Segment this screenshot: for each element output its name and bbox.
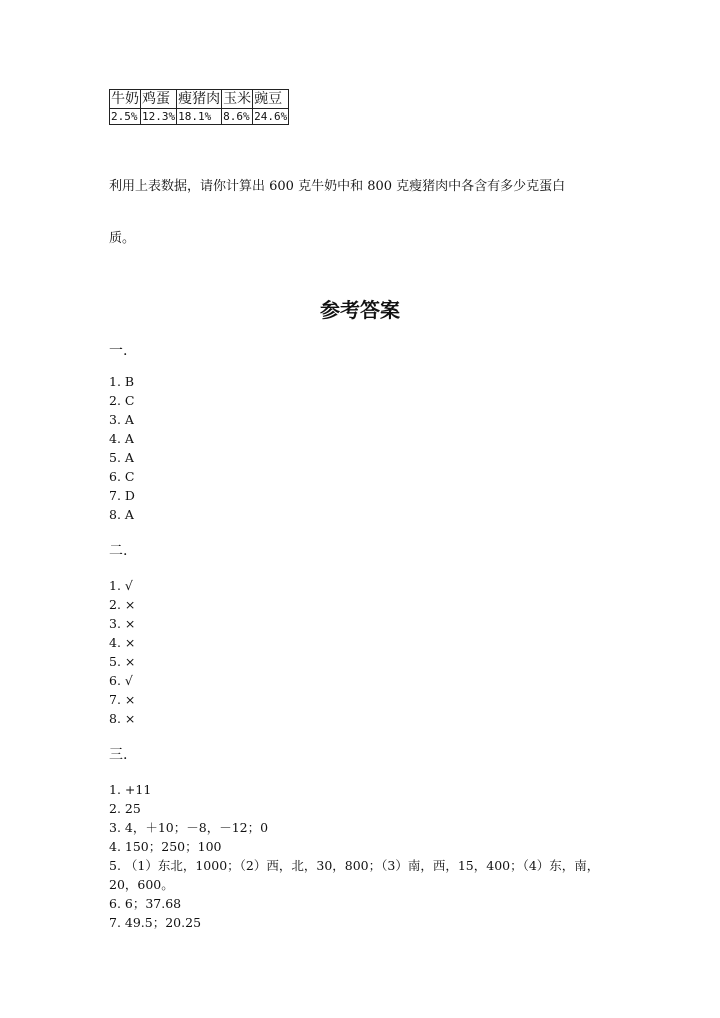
table-header-cell: 玉米: [223, 91, 252, 107]
table-header-row: [110, 90, 289, 109]
table-header-cell: 瘦猪肉: [178, 91, 221, 107]
table-value-cell: 2.5%: [110, 109, 141, 125]
answer-item: 5. A: [109, 450, 134, 465]
answer-item: 1. B: [109, 374, 135, 389]
answer-item: 6. √: [109, 673, 133, 688]
table-header-cell: 牛奶: [111, 91, 139, 107]
answer-item: 4. 150；250；100: [109, 839, 222, 854]
answer-item: 2. ×: [109, 597, 136, 612]
section-heading-1: 一.: [109, 343, 128, 359]
answer-item: 4. ×: [109, 635, 136, 650]
answer-list-1: [109, 372, 135, 524]
protein-table: [109, 89, 289, 125]
question-text-line-1: 利用上表数据，请你计算出 600 克牛奶中和 800 克瘦猪肉中各含有多少克蛋白: [109, 179, 566, 194]
answer-item: 6. 6；37.68: [109, 896, 182, 911]
section-heading-3: 三.: [109, 747, 128, 763]
question-text-line-2: 质。: [109, 231, 136, 246]
table-value-cell: 12.3%: [142, 110, 176, 123]
answer-item: 8. A: [109, 507, 134, 522]
answer-item: 3. ×: [109, 616, 136, 631]
answer-item: 2. 25: [109, 801, 141, 816]
answer-item: 3. A: [109, 412, 134, 427]
answer-item: 7. D: [109, 488, 135, 503]
answer-item: 1. +11: [109, 782, 152, 797]
answer-item: 1. √: [109, 578, 133, 593]
table-header-cell: 鸡蛋: [141, 90, 177, 109]
table-header-cell: 豌豆: [253, 90, 289, 109]
section-heading-2: 二.: [109, 543, 128, 559]
answer-list-3: [109, 780, 604, 932]
answer-item: 2. C: [109, 393, 135, 408]
answer-item: 7. 49.5；20.25: [109, 915, 202, 930]
table-value-row: [110, 109, 289, 125]
answer-title: 参考答案: [320, 298, 400, 322]
answer-item: 5. ×: [109, 654, 136, 669]
answer-item: 8. ×: [109, 711, 136, 726]
answer-item: 3. 4，＋10；－8，－12；0: [109, 820, 269, 835]
answer-item: 7. ×: [109, 692, 136, 707]
table-value-cell: 18.1%: [177, 109, 222, 125]
answer-item: 4. A: [109, 431, 134, 446]
table-value-cell: 8.6%: [222, 109, 253, 125]
answer-item: 6. C: [109, 469, 135, 484]
table-value-cell: 24.6%: [254, 110, 288, 123]
answer-list-2: [109, 576, 135, 728]
answer-item: 5. （1）东北，1000；（2）西，北，30，800；（3）南，西，15，400；（4）东，南，20，600。: [109, 858, 600, 892]
